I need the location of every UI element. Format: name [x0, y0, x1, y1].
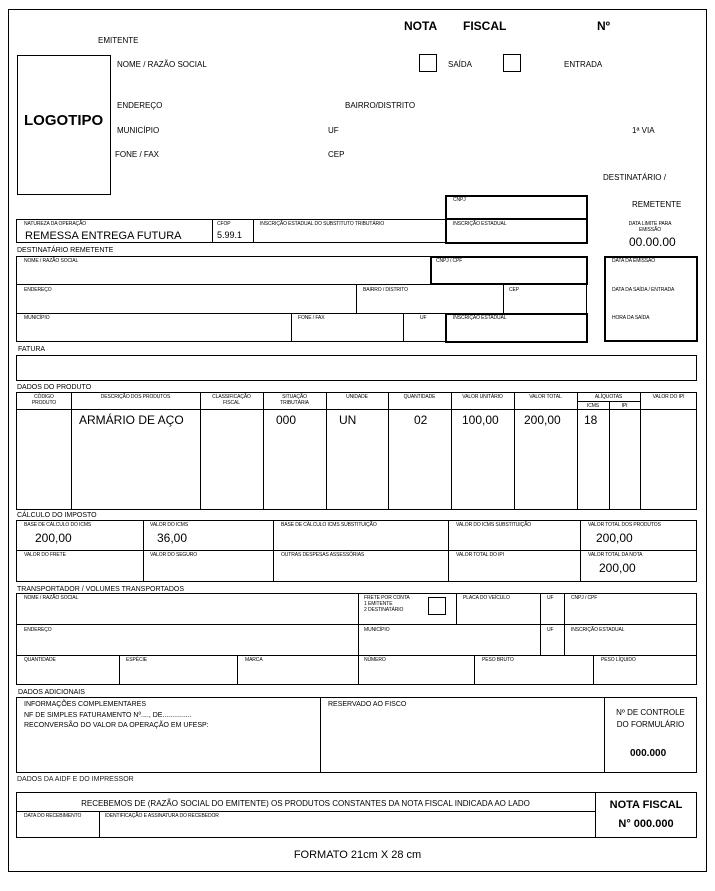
base-icms-label: BASE DE CÁLCULO DO ICMS [24, 522, 92, 528]
despesas-label: OUTRAS DESPESAS ASSESSÓRIAS [281, 552, 365, 558]
dest-cep-label: CEP [509, 287, 519, 293]
item-unidade: UN [339, 413, 357, 427]
total-nota-label: VALOR TOTAL DA NOTA [588, 552, 643, 558]
data-limite-value: 00.00.00 [629, 235, 676, 249]
h-quantidade: QUANTIDADE [403, 394, 436, 400]
h-valor-total: VALOR TOTAL [529, 394, 562, 400]
data-saida-label: DATA DA SAÍDA / ENTRADA [612, 287, 675, 293]
uf-label: UF [328, 126, 339, 135]
entrada-label: ENTRADA [564, 60, 603, 69]
cnpj-emitente-box[interactable] [445, 195, 588, 220]
entrada-checkbox[interactable] [503, 54, 521, 72]
item-valor-total: 200,00 [524, 413, 561, 427]
formato-label: FORMATO 21cm X 28 cm [293, 849, 422, 861]
cfop-label: CFOP [217, 221, 231, 227]
transp-municipio-label: MUNICÍPIO [364, 627, 390, 633]
municipio-label: MUNICÍPIO [117, 126, 160, 135]
dest-nome-label: NOME / RAZÃO SOCIAL [24, 258, 79, 264]
info-line-2: RECONVERSÃO DO VALOR DA OPERAÇÃO EM UFESP: [24, 722, 209, 729]
valor-subst-label: VALOR DO ICMS SUBSTITUIÇÃO [456, 522, 532, 528]
dest-uf-label: UF [420, 315, 427, 321]
base-subst-label: BASE DE CÁLCULO ICMS SUBSTITUIÇÃO [281, 522, 377, 528]
quantidade-label: QUANTIDADE [24, 657, 56, 663]
endereco-label: ENDEREÇO [117, 101, 163, 110]
h-valor-ipi: VALOR DO IPI [652, 394, 685, 400]
total-ipi-label: VALOR TOTAL DO IPI [456, 552, 504, 558]
fiscal-title: FISCAL [463, 19, 507, 33]
logotipo: LOGOTIPO [24, 112, 104, 129]
destinatario-title: DESTINATÁRIO REMETENTE [17, 247, 114, 254]
adicionais-title: DADOS ADICIONAIS [18, 689, 85, 696]
especie-label: ESPÉCIE [126, 657, 147, 663]
hora-saida-label: HORA DA SAÍDA [612, 315, 650, 321]
seguro-label: VALOR DO SEGURO [150, 552, 198, 558]
nota-title: NOTA [404, 19, 438, 33]
natureza-label: NATUREZA DA OPERAÇÃO [24, 221, 87, 227]
bairro-label: BAIRRO/DISTRITO [345, 101, 416, 110]
reservado-fisco: RESERVADO AO FISCO [328, 701, 407, 708]
dest-bairro-label: BAIRRO / DISTRITO [363, 287, 408, 293]
dest-municipio-label: MUNICÍPIO [24, 315, 50, 321]
saida-checkbox[interactable] [419, 54, 437, 72]
transp-cnpj-label: CNPJ / CPF [571, 595, 598, 601]
dest-endereco-label: ENDEREÇO [24, 287, 52, 293]
ie-label: INSCRIÇÃO ESTADUAL [453, 221, 507, 227]
ie-subst-label: INSCRIÇÃO ESTADUAL DO SUBSTITUTO TRIBUTÁRIO [260, 221, 385, 227]
data-emissao-label: DATA DA EMISSÃO [612, 258, 656, 264]
valor-icms-label: VALOR DO ICMS [150, 522, 189, 528]
nome-razao-label: NOME / RAZÃO SOCIAL [117, 60, 207, 69]
emitente-label: EMITENTE [98, 36, 139, 45]
controle-value: 000.000 [630, 748, 667, 759]
item-quantidade: 02 [414, 413, 428, 427]
transp-uf-label: UF [547, 595, 554, 601]
remetente-label: REMETENTE [632, 200, 682, 209]
peso-liquido-label: PESO LÍQUIDO [601, 657, 636, 663]
info-title: INFORMAÇÕES COMPLEMENTARES [24, 701, 146, 708]
frete-checkbox[interactable] [428, 597, 446, 615]
produto-title: DADOS DO PRODUTO [17, 384, 92, 391]
data-limite-label: DATA LIMITE PARA EMISSÃO [628, 221, 672, 233]
calculo-table [16, 520, 697, 582]
h-ipi: IPI [621, 403, 628, 409]
cnpj-emitente-label: CNPJ [453, 197, 466, 203]
recebemos-text: RECEBEMOS DE (RAZÃO SOCIAL DO EMITENTE) OS PRODUTOS CONSTANTES DA NOTA FISCAL INDICADA AO LADO [81, 799, 530, 808]
frete-label: VALOR DO FRETE [24, 552, 66, 558]
peso-bruto-label: PESO BRUTO [482, 657, 514, 663]
data-recebimento-label: DATA DO RECEBIMENTO [24, 813, 82, 819]
canhoto-numero: N° 000.000 [618, 818, 674, 830]
calculo-title: CÁLCULO DO IMPOSTO [17, 512, 97, 519]
h-situacao: SITUAÇÃO TRIBUTÁRIA [280, 394, 309, 406]
cfop-value: 5.99.1 [217, 230, 243, 240]
numero-label: Nº [597, 19, 611, 33]
transp-endereco-label: ENDEREÇO [24, 627, 52, 633]
item-valor-unit: 100,00 [462, 413, 499, 427]
valor-produtos-label: VALOR TOTAL DOS PRODUTOS [588, 522, 661, 528]
transp-uf2-label: UF [547, 627, 554, 633]
h-unidade: UNIDADE [346, 394, 368, 400]
transporte-title: TRANSPORTADOR / VOLUMES TRANSPORTADOS [17, 586, 184, 593]
placa-label: PLACA DO VEÍCULO [463, 595, 510, 601]
fatura-box [16, 355, 697, 381]
item-situacao: 000 [276, 413, 297, 427]
h-codigo: CÓDIGO PRODUTO [31, 394, 57, 406]
h-valor-unit: VALOR UNITÁRIO [462, 394, 503, 400]
item-icms: 18 [584, 413, 598, 427]
saida-label: SAÍDA [448, 60, 473, 69]
marca-label: MARCA [245, 657, 263, 663]
numero-label: NÚMERO [364, 657, 386, 663]
dest-fone-label: FONE / FAX [298, 315, 325, 321]
transp-nome-label: NOME / RAZÃO SOCIAL [24, 595, 79, 601]
dest-ie-label: INSCRIÇÃO ESTADUAL [453, 315, 507, 321]
datas-box [604, 256, 698, 342]
dest-cnpj-label: CNPJ / CPF [436, 258, 463, 264]
h-descricao: DESCRIÇÃO DOS PRODUTOS [100, 394, 171, 400]
cep-label: CEP [328, 150, 345, 159]
controle-label: Nº DE CONTROLE DO FORMULÁRIO [616, 708, 685, 729]
frete-conta-label: FRETE POR CONTA 1 EMITENTE 2 DESTINATÁRIO [364, 595, 410, 613]
item-descricao: ARMÁRIO DE AÇO [79, 413, 184, 427]
destinatario-label: DESTINATÁRIO / [603, 173, 666, 182]
base-icms-value: 200,00 [35, 531, 72, 545]
valor-icms-value: 36,00 [157, 531, 188, 545]
total-nota-value: 200,00 [599, 561, 636, 575]
fone-label: FONE / FAX [115, 150, 160, 159]
canhoto-nota-fiscal: NOTA FISCAL [609, 799, 683, 811]
aidf-label: DADOS DA AIDF E DO IMPRESSOR [17, 776, 134, 783]
h-icms: ICMS [586, 403, 600, 409]
natureza-value: REMESSA ENTREGA FUTURA [25, 230, 182, 242]
h-aliquotas: ALÍQUOTAS [594, 394, 623, 400]
info-line-1: NF DE SIMPLES FATURAMENTO Nº...., DE............... [24, 712, 192, 719]
identificacao-label: IDENTIFICAÇÃO E ASSINATURA DO RECEBEDOR [105, 813, 219, 819]
valor-produtos-value: 200,00 [596, 531, 633, 545]
transp-ie-label: INSCRIÇÃO ESTADUAL [571, 627, 625, 633]
fatura-title: FATURA [18, 346, 46, 353]
h-classificacao: CLASSIFICAÇÃO FISCAL [212, 394, 251, 406]
via-label: 1ª VIA [632, 126, 655, 135]
